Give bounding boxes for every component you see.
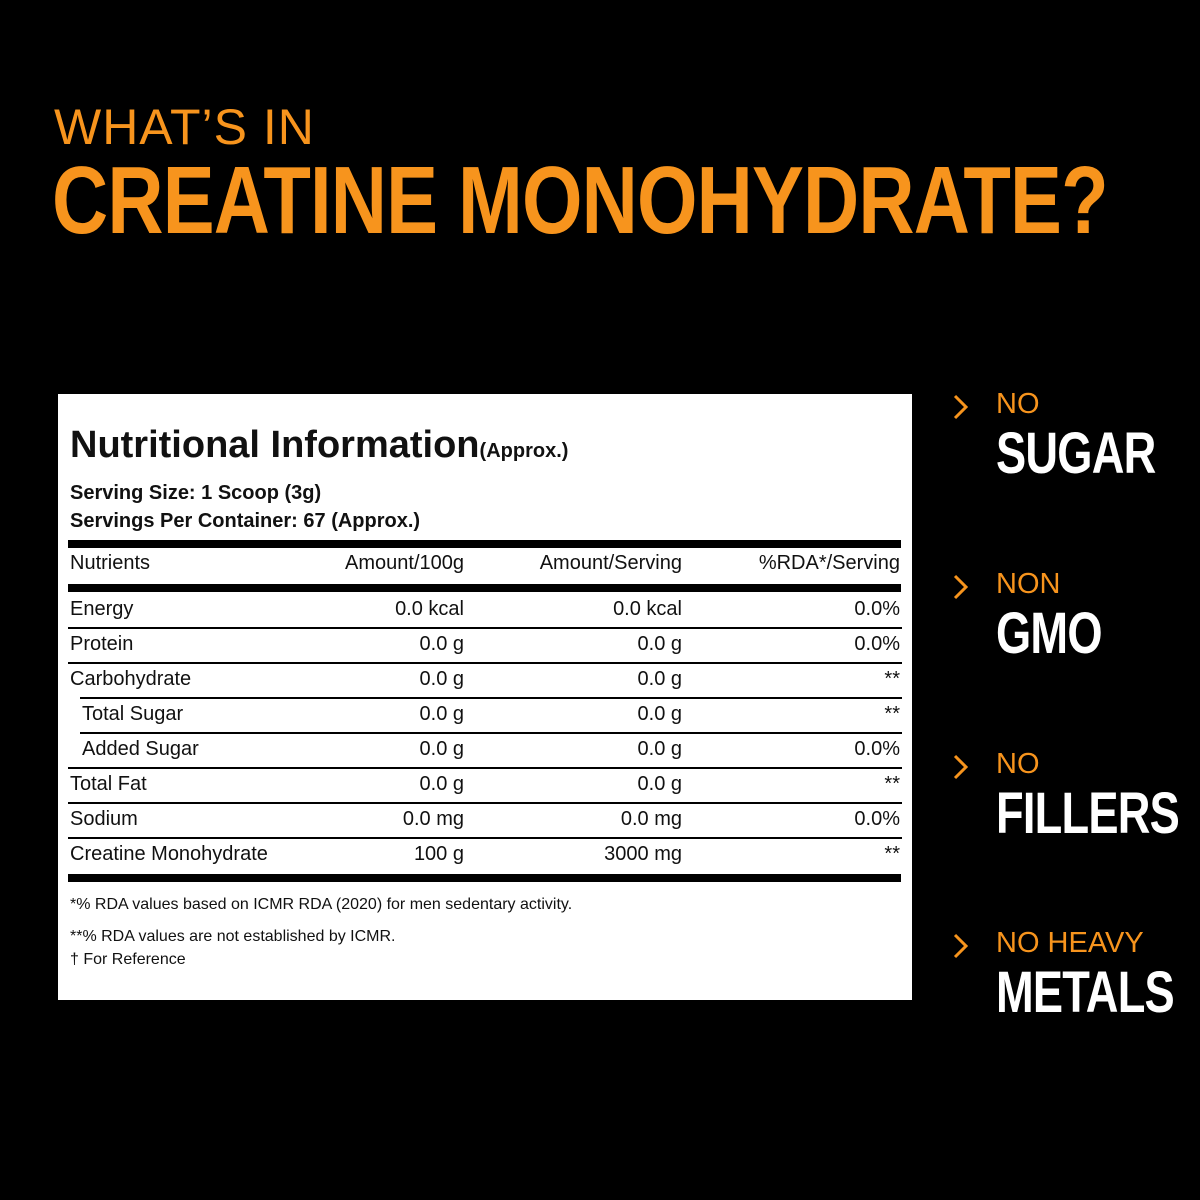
nutrition-title-suffix: (Approx.) (479, 440, 569, 462)
nutrient-name: Carbohydrate (70, 668, 192, 690)
table-row (58, 839, 912, 874)
amount-per-100g: 0.0 mg (402, 808, 464, 830)
amount-per-serving: 0.0 g (637, 668, 682, 690)
rda-per-serving: 0.0% (854, 598, 900, 620)
hero-kicker: WHAT’S IN (54, 99, 315, 155)
nutrient-name: Creatine Monohydrate (70, 843, 268, 865)
amount-per-serving: 0.0 kcal (613, 598, 682, 620)
rda-per-serving: ** (884, 773, 900, 795)
column-header-rda: %RDA*/Serving (758, 552, 900, 574)
amount-per-serving: 0.0 g (637, 738, 682, 760)
nutrition-title (70, 424, 568, 467)
rda-per-serving: 0.0% (854, 808, 900, 830)
amount-per-100g: 0.0 g (419, 633, 464, 655)
footnote-not-established: **% RDA values are not established by ICMR. (70, 928, 396, 945)
nutrient-name: Energy (70, 598, 134, 620)
amount-per-100g: 100 g (413, 843, 464, 865)
amount-per-serving: 0.0 g (637, 773, 682, 795)
nutrient-name: Total Sugar (82, 703, 184, 725)
nutrient-name: Added Sugar (82, 738, 199, 760)
footnote-rda: *% RDA values based on ICMR RDA (2020) for men sedentary activity. (70, 896, 573, 913)
amount-per-100g: 0.0 kcal (395, 598, 464, 620)
amount-per-serving: 0.0 g (637, 703, 682, 725)
rda-per-serving: 0.0% (854, 738, 900, 760)
nutrition-panel (58, 394, 912, 1000)
chevron-right-icon (948, 392, 974, 422)
chevron-right-icon (948, 752, 974, 782)
table-row (58, 629, 912, 664)
claim-small-text: NO (996, 388, 1040, 420)
amount-per-serving: 0.0 g (637, 633, 682, 655)
servings-per-container: Servings Per Container: 67 (Approx.) (70, 510, 421, 532)
table-bottom-rule (68, 874, 901, 882)
table-row (58, 594, 912, 629)
claim-small-text: NO HEAVY (996, 927, 1144, 959)
chevron-right-icon (948, 572, 974, 602)
rda-per-serving: ** (884, 668, 900, 690)
column-header-nutrients: Nutrients (70, 552, 151, 574)
column-header-amount-100g: Amount/100g (345, 552, 464, 574)
table-header-rule (68, 584, 901, 592)
table-top-rule (68, 540, 901, 548)
amount-per-serving: 3000 mg (604, 843, 682, 865)
amount-per-100g: 0.0 g (419, 668, 464, 690)
claim-big-text: GMO (996, 601, 1102, 666)
table-row (58, 804, 912, 839)
amount-per-100g: 0.0 g (419, 738, 464, 760)
claim-big-text: SUGAR (996, 421, 1156, 486)
nutrient-name: Protein (70, 633, 134, 655)
column-header-amount-serving: Amount/Serving (539, 552, 682, 574)
nutrient-name: Sodium (70, 808, 138, 830)
nutrition-rows (58, 594, 912, 874)
nutrient-name: Total Fat (70, 773, 147, 795)
amount-per-100g: 0.0 g (419, 703, 464, 725)
rda-per-serving: ** (884, 703, 900, 725)
table-row (58, 769, 912, 804)
nutrition-title-text: Nutritional Information (70, 424, 480, 466)
table-row (58, 699, 912, 734)
table-row (58, 664, 912, 699)
rda-per-serving: ** (884, 843, 900, 865)
serving-size: Serving Size: 1 Scoop (3g) (70, 482, 322, 504)
amount-per-serving: 0.0 mg (620, 808, 682, 830)
hero-title: CREATINE MONOHYDRATE? (52, 147, 1108, 254)
table-row (58, 734, 912, 769)
table-header (58, 552, 912, 578)
claim-small-text: NON (996, 568, 1061, 600)
chevron-right-icon (948, 931, 974, 961)
claim-big-text: FILLERS (996, 781, 1180, 846)
claim-big-text: METALS (996, 960, 1174, 1025)
amount-per-100g: 0.0 g (419, 773, 464, 795)
footnote-reference: † For Reference (70, 951, 186, 968)
claim-small-text: NO (996, 748, 1040, 780)
rda-per-serving: 0.0% (854, 633, 900, 655)
